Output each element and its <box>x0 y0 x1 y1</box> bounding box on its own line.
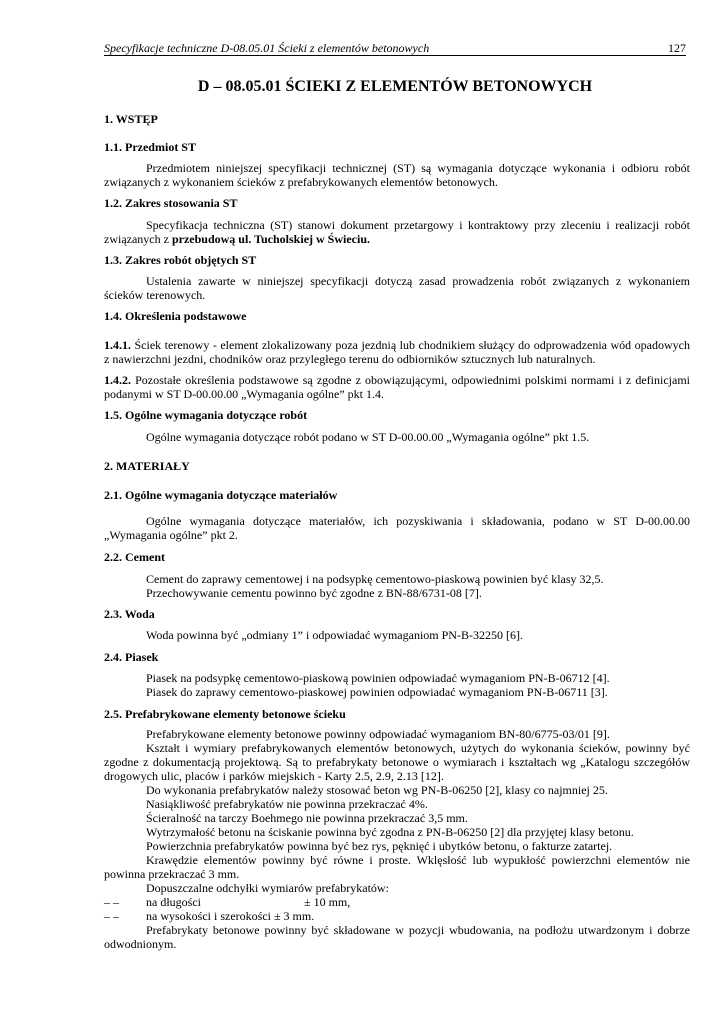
heading-2-2: 2.2. Cement <box>104 550 165 564</box>
paragraph-2-5f: Wytrzymałość betonu na ściskanie powinna być zgodna z PN-B-06250 [2] dla przyjętej klasy betonu. <box>146 825 634 839</box>
paragraph-2-2b: Przechowywanie cementu powinno być zgodne z BN-88/6731-08 [7]. <box>146 586 482 600</box>
paragraph-2-1: Ogólne wymagania dotyczące materiałów, ich pozyskiwania i składowania, podano w ST D-00.00.00 „Wymagania ogólne” pkt 2. <box>104 514 690 542</box>
paragraph-2-5g: Powierzchnia prefabrykatów powinna być bez rys, pęknięć i ubytków betonu, o fakturze zatartej. <box>146 839 613 853</box>
page-number: 127 <box>668 41 686 55</box>
heading-1-4: 1.4. Określenia podstawowe <box>104 309 247 323</box>
running-header <box>104 41 686 56</box>
tolerance-item-height-width <box>104 909 690 923</box>
heading-1-5: 1.5. Ogólne wymagania dotyczące robót <box>104 408 308 422</box>
paragraph-1-4-1-number: 1.4.1. <box>104 338 131 352</box>
paragraph-2-5a: Prefabrykowane elementy betonowe powinny odpowiadać wymaganiom BN-80/6775-03/01 [9]. <box>146 727 610 741</box>
list-dash: – – <box>104 895 119 909</box>
heading-2-3: 2.3. Woda <box>104 607 155 621</box>
section-2-heading: 2. MATERIAŁY <box>104 459 190 473</box>
paragraph-1-2-text: Specyfikacja techniczna (ST) stanowi dokument przetargowy i kontraktowy przy zleceniu i realizacji robót związanych z <box>104 218 690 246</box>
paragraph-1-4-2 <box>104 373 690 401</box>
tolerance-height-width-label: na wysokości i szerokości ± 3 mm. <box>146 909 315 923</box>
paragraph-1-4-1 <box>104 338 690 366</box>
document-title: D – 08.05.01 ŚCIEKI Z ELEMENTÓW BETONOWYCH <box>197 78 593 95</box>
paragraph-2-4b: Piasek do zaprawy cementowo-piaskowej powinien odpowiadać wymaganiom PN-B-06711 [3]. <box>146 685 608 699</box>
list-dash: – – <box>104 909 119 923</box>
heading-1-1: 1.1. Przedmiot ST <box>104 140 196 154</box>
paragraph-2-4a: Piasek na podsypkę cementowo-piaskową powinien odpowiadać wymaganiom PN-B-06712 [4]. <box>146 671 610 685</box>
paragraph-1-4-1-text: Ściek terenowy - element zlokalizowany poza jezdnią lub chodnikiem służący do odprowadzenia wód opadowych z nawierzchni jezdni, chodników oraz przyległego terenu do odbiorników sztucznych lub naturalnych. <box>104 338 690 366</box>
tolerance-item-length <box>104 895 690 909</box>
paragraph-2-3: Woda powinna być „odmiany 1” i odpowiadać wymaganiom PN-B-32250 [6]. <box>146 628 523 642</box>
paragraph-1-5: Ogólne wymagania dotyczące robót podano w ST D-00.00.00 „Wymagania ogólne” pkt 1.5. <box>146 430 590 444</box>
paragraph-2-5j: Prefabrykaty betonowe powinny być składowane w pozycji wbudowania, na podłożu utwardzonym i dobrze odwodnionym. <box>104 923 690 951</box>
paragraph-2-2a: Cement do zaprawy cementowej i na podsypkę cementowo-piaskową powinien być klasy 32,5. <box>146 572 604 586</box>
heading-1-3: 1.3. Zakres robót objętych ST <box>104 253 257 267</box>
paragraph-1-4-2-number: 1.4.2. <box>104 373 131 387</box>
heading-1-2: 1.2. Zakres stosowania ST <box>104 196 238 210</box>
paragraph-2-5d: Nasiąkliwość prefabrykatów nie powinna przekraczać 4%. <box>146 797 428 811</box>
paragraph-1-2-bold: przebudową ul. Tucholskiej w Świeciu. <box>171 232 371 246</box>
paragraph-2-5c: Do wykonania prefabrykatów należy stosować beton wg PN-B-06250 [2], klasy co najmniej 25. <box>146 783 608 797</box>
tolerance-length-value: ± 10 mm, <box>304 895 351 909</box>
heading-2-5: 2.5. Prefabrykowane elementy betonowe ścieku <box>104 707 346 721</box>
paragraph-1-2 <box>104 218 690 246</box>
heading-2-4: 2.4. Piasek <box>104 650 159 664</box>
paragraph-2-5h: Krawędzie elementów powinny być równe i proste. Wklęsłość lub wypukłość powierzchni elementów nie powinna przekraczać 3 mm. <box>104 853 690 881</box>
heading-2-1: 2.1. Ogólne wymagania dotyczące materiałów <box>104 488 338 502</box>
paragraph-1-3: Ustalenia zawarte w niniejszej specyfikacji dotyczą zasad prowadzenia robót związanych z wykonaniem ścieków terenowych. <box>104 274 690 302</box>
paragraph-2-5b: Kształt i wymiary prefabrykowanych elementów betonowych, użytych do wykonania ścieków, powinny być zgodne z dokumentacją projektową. Są to prefabrykaty betonowe o wymiarach i kształtach wg „Katalogu szczegółów drogowych ulic, placów i parków miejskich - Karty 2.5, 2.9, 2.13 [12]. <box>104 741 690 783</box>
paragraph-1-1: Przedmiotem niniejszej specyfikacji technicznej (ST) są wymagania dotyczące wykonania i odbioru robót związanych z wykonaniem ścieków z prefabrykowanych elementów betonowych. <box>104 161 690 189</box>
paragraph-1-4-2-text: Pozostałe określenia podstawowe są zgodne z obowiązującymi, odpowiednimi polskimi normami i z definicjami podanymi w ST D-00.00.00 „Wymagania ogólne” pkt 1.4. <box>104 373 690 401</box>
paragraph-2-5e: Ścieralność na tarczy Boehmego nie powinna przekraczać 3,5 mm. <box>146 811 468 825</box>
header-title: Specyfikacje techniczne D-08.05.01 Ścieki z elementów betonowych <box>104 41 430 55</box>
paragraph-2-5i: Dopuszczalne odchyłki wymiarów prefabrykatów: <box>146 881 389 895</box>
tolerance-length-label: na długości <box>146 895 201 909</box>
section-1-heading: 1. WSTĘP <box>104 112 158 126</box>
